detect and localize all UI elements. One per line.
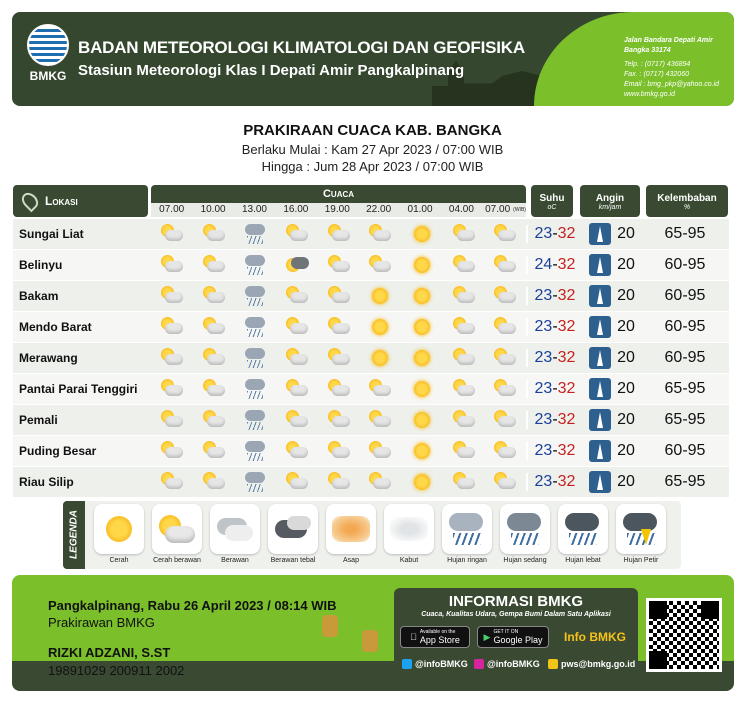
sunny-icon [372, 319, 388, 335]
humidity: 60-95 [664, 256, 706, 273]
location-name: Mendo Barat [19, 320, 92, 334]
legend-item [442, 504, 492, 554]
agency-title: BADAN METEOROLOGI KLIMATOLOGI DAN GEOFISIKA [78, 38, 525, 57]
partly-cloudy-icon [202, 378, 226, 398]
legend-item [94, 504, 144, 554]
issued-place-date: Pangkalpinang, Rabu 26 April 2023 / 08:14 WIB [48, 598, 337, 613]
legend-item [558, 504, 608, 554]
column-header-suhu [531, 185, 573, 217]
temp-separator: - [552, 380, 558, 397]
email-address: pws@bmkg.go.id [561, 659, 636, 669]
partly-cloudy-icon [493, 378, 517, 398]
partly-cloudy-icon [285, 223, 309, 243]
temp-min: 23 [534, 349, 553, 366]
partly-cloudy-icon [327, 254, 351, 274]
humidity: 65-95 [664, 225, 706, 242]
sunny-icon [414, 226, 430, 242]
wind-direction-icon [589, 378, 611, 400]
temperature-range [526, 442, 582, 460]
legend-tag [63, 501, 85, 569]
kelembaban-label: Kelembaban [657, 193, 717, 204]
location-name: Belinyu [19, 258, 63, 272]
temp-separator: - [552, 442, 558, 459]
temp-max: 32 [557, 411, 576, 428]
legend-item [500, 504, 550, 554]
cuaca-label: Cuaca [322, 188, 355, 200]
bmkg-logo [20, 24, 76, 84]
partly-cloudy-icon [327, 285, 351, 305]
forecast-times [151, 203, 526, 217]
lantern-icon [362, 630, 378, 652]
legend-label: Hujan lebat [565, 557, 601, 564]
legend-item [152, 504, 202, 554]
partly-cloudy-icon [160, 409, 184, 429]
column-header-kelembaban [646, 185, 728, 217]
wind-direction-icon [589, 285, 611, 307]
legend-label: Hujan ringan [447, 557, 487, 564]
humidity: 60-95 [664, 349, 706, 366]
humidity: 60-95 [664, 442, 706, 459]
sunny-icon [372, 350, 388, 366]
partly-cloudy-icon [160, 471, 184, 491]
partly-cloudy-icon [493, 347, 517, 367]
temp-max: 32 [557, 380, 576, 397]
table-row [13, 374, 729, 405]
partly-cloudy-icon [327, 378, 351, 398]
app-name: Info BMKG [564, 630, 626, 644]
legend-label: Hujan Petir [623, 557, 659, 564]
fog-icon [390, 517, 428, 541]
temp-separator: - [552, 473, 558, 490]
partly-cloudy-icon [452, 254, 476, 274]
temp-max: 32 [557, 256, 576, 273]
table-row [13, 467, 729, 498]
lantern-icon [322, 615, 338, 637]
apple-icon [410, 632, 417, 642]
info-subtitle: Cuaca, Kualitas Udara, Gempa Bumi Dalam Satu Aplikasi [421, 611, 611, 618]
temp-max: 32 [557, 225, 576, 242]
legend-title: LEGENDA [68, 510, 80, 559]
haze-icon [332, 516, 370, 542]
wind-direction-icon [589, 347, 611, 369]
wind-direction-icon [589, 316, 611, 338]
partly-cloudy-icon [493, 316, 517, 336]
partly-cloudy-icon [327, 471, 351, 491]
lokasi-label: Lokasi [45, 194, 78, 208]
logo-text: BMKG [29, 69, 67, 83]
partly-cloudy-icon [285, 440, 309, 460]
wind-speed: 20 [617, 349, 635, 366]
humidity: 65-95 [664, 473, 706, 490]
wind-speed: 20 [617, 380, 635, 397]
time-label: 22.00 [366, 204, 392, 215]
partly-cloudy-icon [202, 347, 226, 367]
email-link[interactable] [548, 659, 635, 669]
appstore-label: App Store [416, 635, 457, 645]
rain-icon [243, 316, 267, 338]
website: www.bmkg.go.id [624, 91, 675, 98]
legend-label: Asap [343, 557, 359, 564]
station-subtitle: Stasiun Meteorologi Klas I Depati Amir Pangkalpinang [78, 62, 465, 79]
temperature-range [526, 411, 582, 429]
sunny-icon [414, 319, 430, 335]
valid-from: Berlaku Mulai : Kam 27 Apr 2023 / 07:00 WIB [241, 142, 504, 157]
legend-label: Kabut [399, 557, 419, 564]
partly-cloudy-icon [160, 347, 184, 367]
weather-icons [151, 471, 526, 493]
temp-separator: - [552, 256, 558, 273]
temp-min: 23 [534, 442, 553, 459]
suhu-label: Suhu [539, 193, 565, 204]
temperature-range [526, 318, 582, 336]
angin-label: Angin [595, 193, 625, 204]
wind-direction-icon [589, 254, 611, 276]
phone: Telp. : (0717) 436894 [624, 61, 691, 68]
partly-cloudy-icon [452, 378, 476, 398]
temp-max: 32 [557, 473, 576, 490]
time-suffix: (WIB) [513, 207, 526, 213]
rain-icon [243, 254, 267, 276]
forecaster-nip: 19891029 200911 2002 [48, 663, 185, 678]
temperature-range [526, 287, 582, 305]
partly-cloudy-icon [368, 471, 392, 491]
time-label: 01.00 [407, 204, 433, 215]
temperature-range [526, 349, 582, 367]
partly-cloudy-icon [452, 285, 476, 305]
location-name: Puding Besar [19, 444, 97, 458]
twitter-link[interactable] [402, 659, 468, 669]
googleplay-label: Google Play [493, 635, 543, 645]
legend-label: Cerah berawan [153, 557, 201, 564]
location-name: Riau Silip [19, 475, 74, 489]
heavy-rain-icon [563, 511, 603, 547]
temp-max: 32 [557, 318, 576, 335]
instagram-link[interactable] [474, 659, 540, 669]
time-label: 19.00 [324, 204, 350, 215]
sunny-icon [414, 412, 430, 428]
legend-label: Berawan tebal [270, 557, 316, 564]
wind-direction-icon [589, 440, 611, 462]
forecast-table [13, 219, 729, 498]
temp-separator: - [552, 318, 558, 335]
temp-min: 24 [534, 256, 553, 273]
globe-icon [27, 24, 69, 66]
partly-cloudy-icon [285, 471, 309, 491]
rain-icon [243, 409, 267, 431]
wind-speed: 20 [617, 287, 635, 304]
partly-cloudy-icon [160, 223, 184, 243]
legend-label: Cerah [109, 557, 129, 564]
forecast-title: PRAKIRAAN CUACA KAB. BANGKA [243, 122, 502, 139]
wind-speed: 20 [617, 318, 635, 335]
wind-direction-icon [589, 409, 611, 431]
angin-unit: km/jam [598, 204, 622, 211]
thunderstorm-icon [621, 511, 661, 547]
partly-cloudy-icon [160, 378, 184, 398]
table-row [13, 219, 729, 250]
appstore-small: Available on the [416, 629, 452, 635]
weather-icons [151, 378, 526, 400]
light-rain-icon [447, 511, 487, 547]
partly-cloudy-icon [493, 223, 517, 243]
humidity: 65-95 [664, 411, 706, 428]
partly-cloudy-icon [285, 316, 309, 336]
temperature-range [526, 473, 582, 491]
email: Email : bmg_pkp@yahoo.co.id [624, 81, 720, 88]
partly-cloudy-icon [368, 440, 392, 460]
valid-to: Hingga : Jum 28 Apr 2023 / 07:00 WIB [261, 159, 484, 174]
sunny-icon [372, 288, 388, 304]
temp-max: 32 [557, 287, 576, 304]
temp-min: 23 [534, 411, 553, 428]
location-name: Pemali [19, 413, 58, 427]
app-store-button[interactable] [400, 626, 470, 648]
table-row [13, 312, 729, 343]
partly-cloudy-icon [368, 223, 392, 243]
wind [582, 378, 642, 400]
rain-icon [243, 347, 267, 369]
temp-min: 23 [534, 318, 553, 335]
partly-cloudy-icon [202, 285, 226, 305]
partly-cloudy-icon [202, 409, 226, 429]
partly-cloudy-icon [452, 316, 476, 336]
temperature-range [526, 256, 582, 274]
sunny-icon [414, 474, 430, 490]
temp-separator: - [552, 411, 558, 428]
wind-speed: 20 [617, 256, 635, 273]
rain-icon [243, 285, 267, 307]
humidity: 60-95 [664, 287, 706, 304]
temp-min: 23 [534, 287, 553, 304]
humidity: 65-95 [664, 380, 706, 397]
partly-cloudy-icon [452, 347, 476, 367]
partly-cloudy-icon [327, 440, 351, 460]
table-row [13, 281, 729, 312]
cloudy-icon [285, 254, 309, 274]
wind-speed: 20 [617, 473, 635, 490]
sunny-icon [106, 516, 132, 542]
table-row [13, 405, 729, 436]
time-label: 07.00 [159, 204, 185, 215]
partly-cloudy-icon [493, 440, 517, 460]
location-name: Pantai Parai Tenggiri [19, 382, 138, 396]
weather-icons [151, 347, 526, 369]
location-name: Bakam [19, 289, 59, 303]
partly-cloudy-icon [327, 409, 351, 429]
sunny-icon [414, 443, 430, 459]
kelembaban-unit: % [683, 204, 691, 211]
contact-info [624, 36, 719, 100]
partly-cloudy-icon [285, 285, 309, 305]
temp-min: 23 [534, 380, 553, 397]
partly-cloudy-icon [285, 347, 309, 367]
forecaster-name: RIZKI ADZANI, S.ST [48, 645, 171, 660]
sunny-icon [414, 288, 430, 304]
table-row [13, 250, 729, 281]
location-name: Merawang [19, 351, 78, 365]
wind [582, 440, 642, 462]
wind-direction-icon [589, 471, 611, 493]
sunny-icon [414, 350, 430, 366]
partly-cloudy-icon [368, 409, 392, 429]
wind [582, 254, 642, 276]
time-label: 07.00 [485, 204, 511, 215]
rain-icon [243, 440, 267, 462]
location-pin-icon [19, 190, 42, 213]
temp-separator: - [552, 349, 558, 366]
time-label: 10.00 [200, 204, 226, 215]
temp-min: 23 [534, 225, 553, 242]
time-label: 13.00 [241, 204, 267, 215]
partly-cloudy-icon [202, 440, 226, 460]
googleplay-small: GET IT ON [493, 629, 519, 635]
temp-max: 32 [557, 349, 576, 366]
address-line-1: Jalan Bandara Depati Amir [624, 37, 713, 44]
cloudy-icon [215, 514, 255, 544]
wind [582, 347, 642, 369]
temp-max: 32 [557, 442, 576, 459]
legend-label: Hujan sedang [503, 557, 547, 564]
legend-label: Berawan [221, 557, 249, 564]
partly-cloudy-icon [493, 254, 517, 274]
sunny-icon [414, 257, 430, 273]
weather-icons [151, 285, 526, 307]
lightning-icon [641, 529, 651, 545]
weather-icons [151, 254, 526, 276]
partly-cloudy-icon [452, 409, 476, 429]
partly-cloudy-icon [202, 316, 226, 336]
legend-item [268, 504, 318, 554]
humidity: 60-95 [664, 318, 706, 335]
temp-separator: - [552, 225, 558, 242]
forecaster-role: Prakirawan BMKG [48, 615, 155, 630]
info-title: INFORMASI BMKG [448, 593, 584, 610]
wind [582, 285, 642, 307]
google-play-button[interactable] [477, 626, 549, 648]
wind-speed: 20 [617, 225, 635, 242]
partly-cloudy-icon [327, 316, 351, 336]
table-row [13, 343, 729, 374]
mail-icon [548, 659, 558, 669]
partly-cloudy-icon [202, 471, 226, 491]
temp-separator: - [552, 287, 558, 304]
weather-icons [151, 409, 526, 431]
partly-cloudy-icon [202, 223, 226, 243]
overcast-icon [273, 514, 313, 544]
partly-cloudy-icon [285, 378, 309, 398]
partly-cloudy-icon [160, 440, 184, 460]
time-label: 16.00 [283, 204, 309, 215]
rain-icon [243, 378, 267, 400]
partly-cloudy-icon [202, 254, 226, 274]
partly-cloudy-icon [452, 440, 476, 460]
address-line-2: Bangka 33174 [624, 47, 671, 54]
instagram-handle: @infoBMKG [487, 659, 540, 669]
fax: Fax. : (0717) 432060 [624, 71, 689, 78]
partly-cloudy-icon [493, 285, 517, 305]
wind [582, 409, 642, 431]
weather-icons [151, 316, 526, 338]
table-row [13, 436, 729, 467]
weather-icons [151, 223, 526, 245]
wind-speed: 20 [617, 442, 635, 459]
rain-icon [243, 223, 267, 245]
legend-item [326, 504, 376, 554]
partly-cloudy-icon [327, 347, 351, 367]
column-header-angin [580, 185, 640, 217]
twitter-handle: @infoBMKG [415, 659, 468, 669]
partly-cloudy-icon [160, 285, 184, 305]
legend-item [384, 504, 434, 554]
location-name: Sungai Liat [19, 227, 84, 241]
rain-icon [243, 471, 267, 493]
qr-code[interactable] [646, 598, 722, 672]
sunny-icon [414, 381, 430, 397]
moderate-rain-icon [505, 511, 545, 547]
partly-cloudy-icon [452, 471, 476, 491]
wind [582, 316, 642, 338]
partly-cloudy-icon [368, 378, 392, 398]
legend-item [616, 504, 666, 554]
partly-cloudy-icon [327, 223, 351, 243]
wind [582, 471, 642, 493]
partly-cloudy-icon [285, 409, 309, 429]
legend-item [210, 504, 260, 554]
wind-speed: 20 [617, 411, 635, 428]
suhu-unit: oC [547, 204, 557, 211]
temp-min: 23 [534, 473, 553, 490]
column-header-lokasi [13, 185, 148, 217]
partly-cloudy-icon [368, 254, 392, 274]
wind-direction-icon [589, 223, 611, 245]
temperature-range [526, 225, 582, 243]
partly-cloudy-icon [493, 409, 517, 429]
instagram-icon [474, 659, 484, 669]
twitter-icon [402, 659, 412, 669]
partly-cloudy-icon [157, 513, 197, 545]
temperature-range [526, 380, 582, 398]
time-label: 04.00 [448, 204, 474, 215]
weather-icons [151, 440, 526, 462]
partly-cloudy-icon [160, 316, 184, 336]
play-icon: ▶ [483, 631, 491, 642]
wind [582, 223, 642, 245]
qr-pattern [649, 601, 719, 669]
partly-cloudy-icon [160, 254, 184, 274]
partly-cloudy-icon [493, 471, 517, 491]
partly-cloudy-icon [452, 223, 476, 243]
